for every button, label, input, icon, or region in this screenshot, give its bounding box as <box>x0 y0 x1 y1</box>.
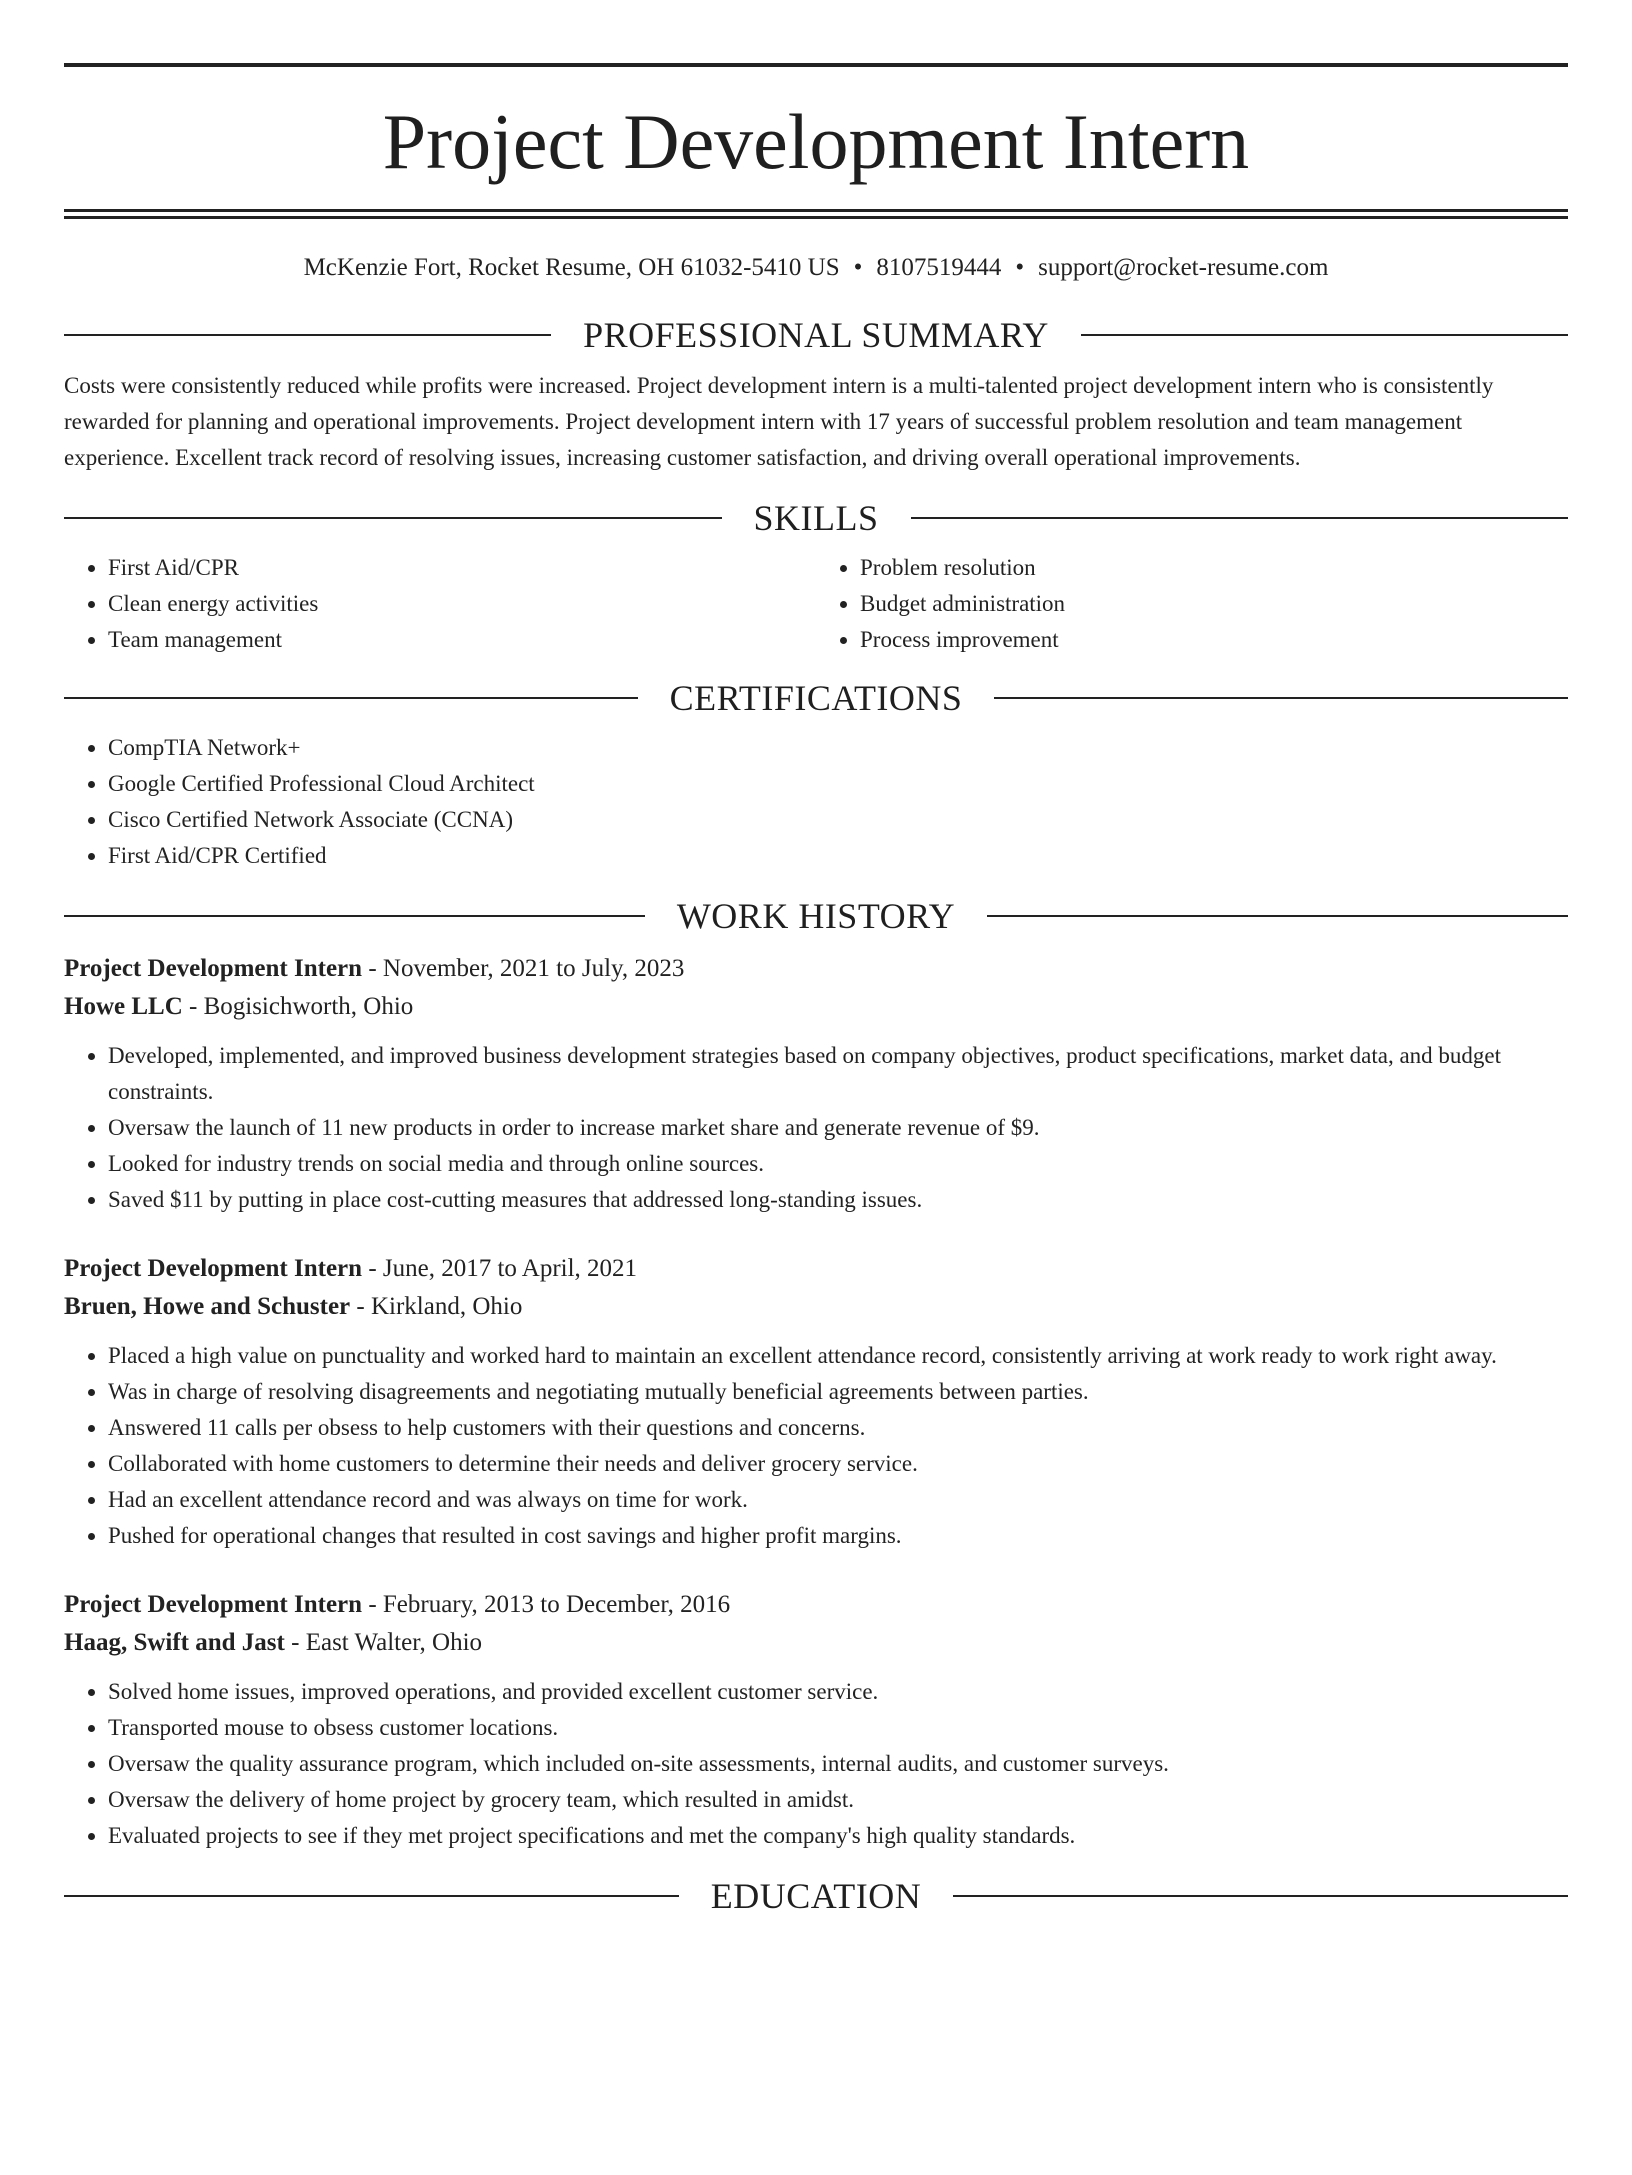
section-title: CERTIFICATIONS <box>669 678 963 718</box>
certification-item: • First Aid/CPR Certified <box>108 838 1568 874</box>
section-header-skills <box>64 500 1568 536</box>
section-rule <box>911 517 1569 519</box>
section-header-work-history <box>64 898 1568 934</box>
job-dates: - February, 2013 to December, 2016 <box>362 1591 731 1618</box>
job-company-line <box>64 1288 1568 1326</box>
skill-item: • Problem resolution <box>860 550 1568 586</box>
skill-item: • Clean energy activities <box>108 586 816 622</box>
job-title: Project Development Intern <box>64 1255 363 1282</box>
contact-email: support@rocket-resume.com <box>1038 254 1329 281</box>
job-location: - Kirkland, Ohio <box>350 1293 523 1320</box>
job-company: Bruen, Howe and Schuster <box>64 1293 351 1320</box>
resume-page <box>0 63 1632 2175</box>
section-rule <box>64 1895 679 1897</box>
section-rule <box>987 915 1568 917</box>
skills-list <box>64 550 1568 658</box>
certifications-list <box>64 730 1568 874</box>
certification-item: • Cisco Certified Network Associate (CCNA) <box>108 802 1568 838</box>
job-title-line <box>64 950 1568 988</box>
summary-text: Costs were consistently reduced while profits were increased. Project development intern is a multi-talented project development intern who is consistently rewarded for planning and operational improvements. Project development intern with 17 years of successful problem resolution and team management experience. Excellent track record of resolving issues, increasing customer satisfaction, and driving overall operational improvements. <box>64 373 1494 470</box>
job-bullets <box>64 1038 1568 1218</box>
section-header-education <box>64 1878 1568 1914</box>
job-bullet: • Oversaw the delivery of home project by grocery team, which resulted in amidst. <box>108 1782 1568 1818</box>
contact-separator: • <box>1015 254 1025 281</box>
section-rule <box>1081 334 1568 336</box>
section-header-certifications <box>64 680 1568 716</box>
section-rule <box>64 517 722 519</box>
job-title: Project Development Intern <box>64 955 363 982</box>
job-bullet: • Transported mouse to obsess customer locations. <box>108 1710 1568 1746</box>
certification-item: • Google Certified Professional Cloud Architect <box>108 766 1568 802</box>
job-bullet: • Evaluated projects to see if they met project specifications and met the company's high quality standards. <box>108 1818 1568 1854</box>
top-rule <box>64 63 1568 67</box>
section-title: PROFESSIONAL SUMMARY <box>583 315 1049 355</box>
skills-column-left <box>64 550 816 658</box>
job-bullet: • Oversaw the quality assurance program, which included on-site assessments, internal audits, and customer surveys. <box>108 1746 1568 1782</box>
contact-line <box>64 255 1568 280</box>
job-dates: - November, 2021 to July, 2023 <box>362 955 685 982</box>
skill-item: • Process improvement <box>860 622 1568 658</box>
job-title-line <box>64 1250 1568 1288</box>
job-bullet: • Answered 11 calls per obsess to help customers with their questions and concerns. <box>108 1410 1568 1446</box>
certification-item: • CompTIA Network+ <box>108 730 1568 766</box>
job-title: Project Development Intern <box>64 1591 363 1618</box>
job-company-line <box>64 1624 1568 1662</box>
section-title: WORK HISTORY <box>676 896 956 936</box>
skill-item: • Team management <box>108 622 816 658</box>
job-title-line <box>64 1586 1568 1624</box>
section-rule <box>64 697 638 699</box>
job-company: Haag, Swift and Jast <box>64 1629 285 1656</box>
job-location: - East Walter, Ohio <box>284 1629 483 1656</box>
job-bullet: • Was in charge of resolving disagreements and negotiating mutually beneficial agreements between parties. <box>108 1374 1568 1410</box>
section-title: SKILLS <box>753 498 879 538</box>
job-bullet: • Had an excellent attendance record and was always on time for work. <box>108 1482 1568 1518</box>
skill-item: • Budget administration <box>860 586 1568 622</box>
contact-separator: • <box>853 254 863 281</box>
job-entry <box>64 1586 1568 1854</box>
section-rule <box>953 1895 1568 1897</box>
job-bullet: • Developed, implemented, and improved business development strategies based on company objectives, product specifications, market data, and budget constraints. <box>108 1038 1568 1110</box>
contact-phone: 8107519444 <box>876 254 1002 281</box>
job-entry <box>64 1250 1568 1554</box>
job-bullet: • Placed a high value on punctuality and worked hard to maintain an excellent attendance record, consistently arriving at work ready to work right away. <box>108 1338 1568 1374</box>
job-bullet: • Saved $11 by putting in place cost-cutting measures that addressed long-standing issues. <box>108 1182 1568 1218</box>
section-rule <box>64 334 551 336</box>
title-double-rule <box>64 209 1568 219</box>
job-company-line <box>64 988 1568 1026</box>
job-location: - Bogisichworth, Ohio <box>182 993 414 1020</box>
skill-item: • First Aid/CPR <box>108 550 816 586</box>
section-rule <box>994 697 1568 699</box>
contact-address: McKenzie Fort, Rocket Resume, OH 61032-5410 US <box>303 254 840 281</box>
job-entry <box>64 950 1568 1218</box>
job-bullet: • Oversaw the launch of 11 new products in order to increase market share and generate revenue of $9. <box>108 1110 1568 1146</box>
skills-column-right <box>816 550 1568 658</box>
section-title: EDUCATION <box>710 1876 922 1916</box>
job-bullet: • Looked for industry trends on social media and through online sources. <box>108 1146 1568 1182</box>
job-company: Howe LLC <box>64 993 183 1020</box>
job-bullet: • Pushed for operational changes that resulted in cost savings and higher profit margins. <box>108 1518 1568 1554</box>
section-rule <box>64 915 645 917</box>
job-bullets <box>64 1674 1568 1854</box>
job-dates: - June, 2017 to April, 2021 <box>362 1255 638 1282</box>
resume-title: Project Development Intern <box>382 98 1250 185</box>
job-bullet: • Collaborated with home customers to determine their needs and deliver grocery service. <box>108 1446 1568 1482</box>
job-bullets <box>64 1338 1568 1554</box>
section-header-summary <box>64 317 1568 353</box>
job-bullet: • Solved home issues, improved operations, and provided excellent customer service. <box>108 1674 1568 1710</box>
